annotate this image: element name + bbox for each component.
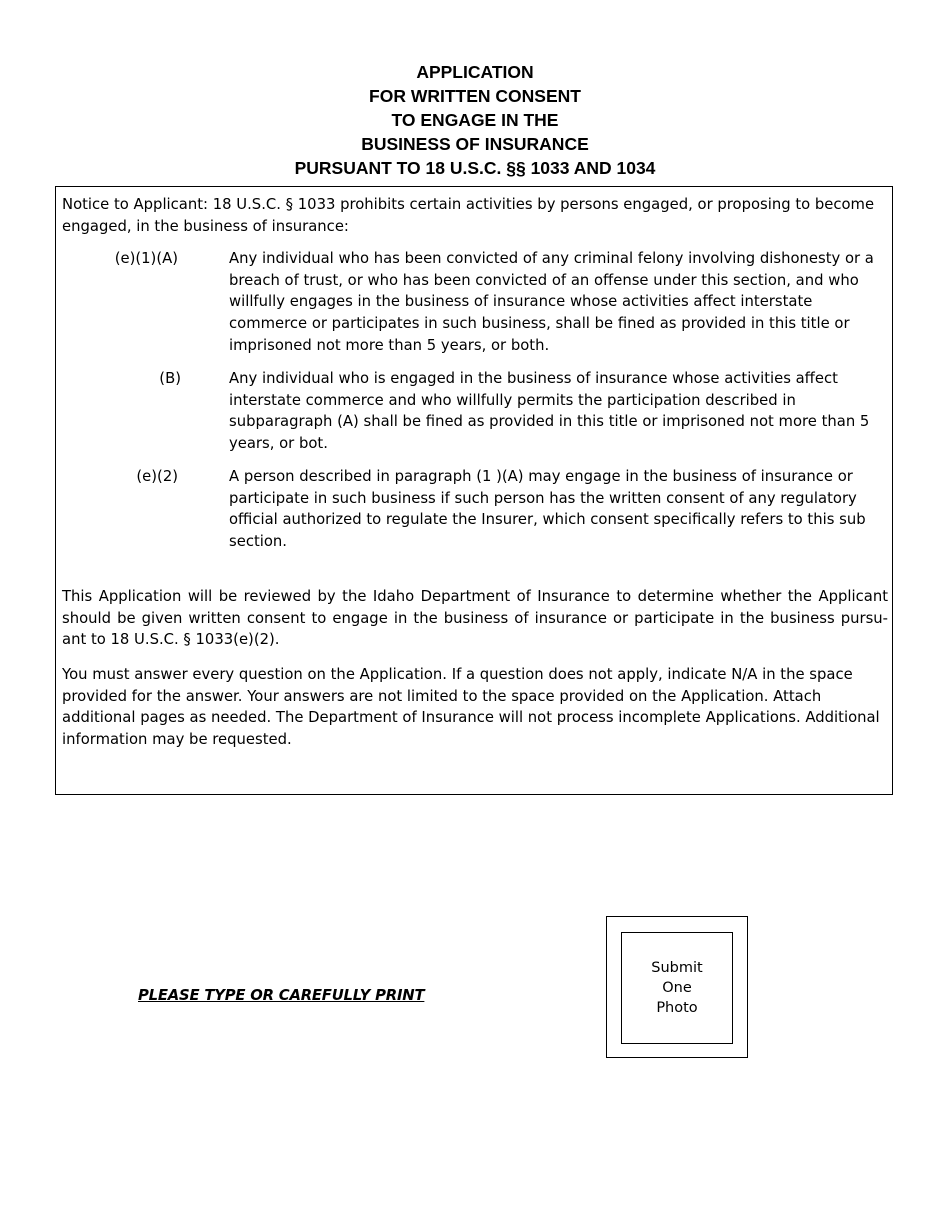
title-line: APPLICATION [416,62,534,82]
notice-box [55,186,893,795]
title-line: BUSINESS OF INSURANCE [361,134,589,154]
photo-box[interactable] [606,916,748,1058]
paragraph-text: Any individual who is engaged in the business of insurance whose activities affect interstate commerce and who willfully permits the participation described in subparagraph (A) shall be fined as provided in this title or imprisoned not more than 5 years, or bot. [229,370,870,453]
title-line: FOR WRITTEN CONSENT [369,86,581,106]
photo-label-line: Submit [651,960,703,976]
paragraph-text: Any individual who has been convicted of any criminal felony involving dishonesty or a breach of trust, or who has been convicted of an offense under this section, and who willfully engages in the business of insurance whose activities affect interstate commerce or participates in such business, shall be fined as provided in this title or imprisoned not more than 5 years, or both. [229,250,874,354]
paragraph-label: (B) [159,370,181,387]
paragraph-text: A person described in paragraph (1 )(A) may engage in the business of insurance or participate in such business if such person has the written consent of any regulatory official authorized to regulate the Insurer, which consent specifically refers to this sub section. [229,468,866,551]
paragraph-label: (e)(2) [136,468,178,485]
instructions-paragraph: You must answer every question on the Application. If a question does not apply, indicate N/A in the space provided for the answer. Your answers are not limited to the space provided on the Application. Attach additional pages as needed. The Department of Insurance will not process incomplete Applications. Additional information may be requested. [62,666,880,749]
title-line: PURSUANT TO 18 U.S.C. §§ 1033 AND 1034 [294,158,656,178]
title-line: TO ENGAGE IN THE [391,110,559,130]
photo-label-line: Photo [656,1000,698,1016]
photo-frame [621,932,733,1044]
paragraph-label: (e)(1)(A) [114,250,178,267]
print-instruction: PLEASE TYPE OR CAREFULLY PRINT [138,987,425,1004]
review-paragraph: This Application will be reviewed by the Idaho Department of Insurance to determine whether the Applicant should be given written consent to engage in the business of insurance or participate in the business pursu-ant to 18 U.S.C. § 1033(e)(2). [62,588,888,649]
notice-intro: Notice to Applicant: 18 U.S.C. § 1033 prohibits certain activities by persons engaged, or proposing to become engaged, in the business of insurance: [62,196,875,235]
photo-label-line: One [662,980,692,996]
document-title [0,60,950,180]
